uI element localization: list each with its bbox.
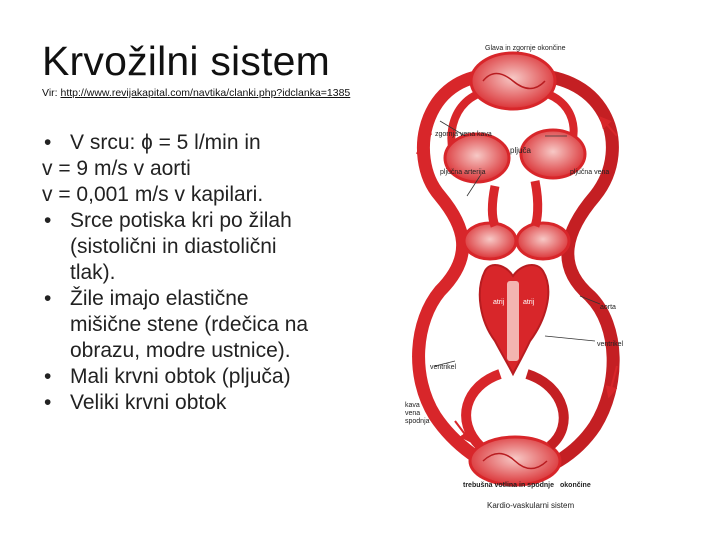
source-citation: [42, 87, 350, 99]
lung-capillary-lower-left: [464, 223, 516, 259]
bullet-dot: •: [44, 287, 52, 310]
bullet-dot: •: [44, 131, 52, 154]
lung-capillary-lower-right: [517, 223, 569, 259]
label-abdomen-1: trebušna votlina in spodnje: [463, 482, 555, 489]
text-line: v = 9 m/s v aorti: [42, 157, 191, 180]
label-head: Glava in zgornje okončine: [485, 45, 566, 52]
bullet-item: [42, 364, 372, 390]
circulatory-system-diagram: [395, 36, 635, 514]
label-vena-cava-3: spodnja: [405, 418, 430, 425]
bullet-item: [42, 286, 372, 312]
label-superior-vena-cava: zgornja vena kava: [435, 131, 492, 138]
slide-title: Krvožilni sistem: [42, 38, 330, 84]
bullet-continuation: (sistolični in diastolični: [70, 235, 277, 258]
bullet-text: V srcu: ɸ = 5 l/min in: [70, 131, 261, 154]
bullet-continuation: obrazu, modre ustnice).: [70, 339, 291, 362]
bullet-text: Žile imajo elastične: [70, 287, 249, 310]
bullet-text: Mali krvni obtok (pljuča): [70, 365, 291, 388]
bullet-text: Srce potiska kri po žilah: [70, 209, 292, 232]
label-aorta: aorta: [600, 304, 616, 311]
label-pulmonary-vein: pljučna vena: [570, 169, 610, 176]
source-link[interactable]: http://www.revijakapital.com/navtika/clanki.php?idclanka=1385: [60, 87, 351, 99]
source-prefix: Vir:: [42, 87, 61, 99]
text-line: v = 0,001 m/s v kapilari.: [42, 183, 264, 206]
label-ventricle-left: ventrikel: [430, 364, 457, 371]
bullet-continuation: mišične stene (rdečica na: [70, 313, 309, 336]
label-abdomen-2: okončine: [560, 482, 591, 489]
label-lungs: pljuča: [510, 146, 531, 155]
bullet-continuation: tlak).: [70, 261, 116, 284]
bullet-text: Veliki krvni obtok: [70, 391, 227, 414]
bullet-item: [42, 208, 372, 234]
bullet-item: [42, 390, 372, 416]
label-ventricle-right: ventrikel: [597, 341, 624, 348]
label-atrium-left: atrij: [493, 299, 505, 306]
label-atrium-right: atrij: [523, 299, 535, 306]
bullet-item: [42, 130, 372, 156]
diagram-caption: Kardio-vaskularni sistem: [487, 501, 575, 510]
bullet-dot: •: [44, 391, 52, 414]
label-pulmonary-artery: pljučna arterija: [440, 169, 486, 176]
label-vena-cava-1: kava: [405, 402, 420, 409]
bullet-dot: •: [44, 209, 52, 232]
label-vena-cava-2: vena: [405, 410, 421, 417]
bullet-dot: •: [44, 365, 52, 388]
slide-body: [42, 130, 372, 416]
